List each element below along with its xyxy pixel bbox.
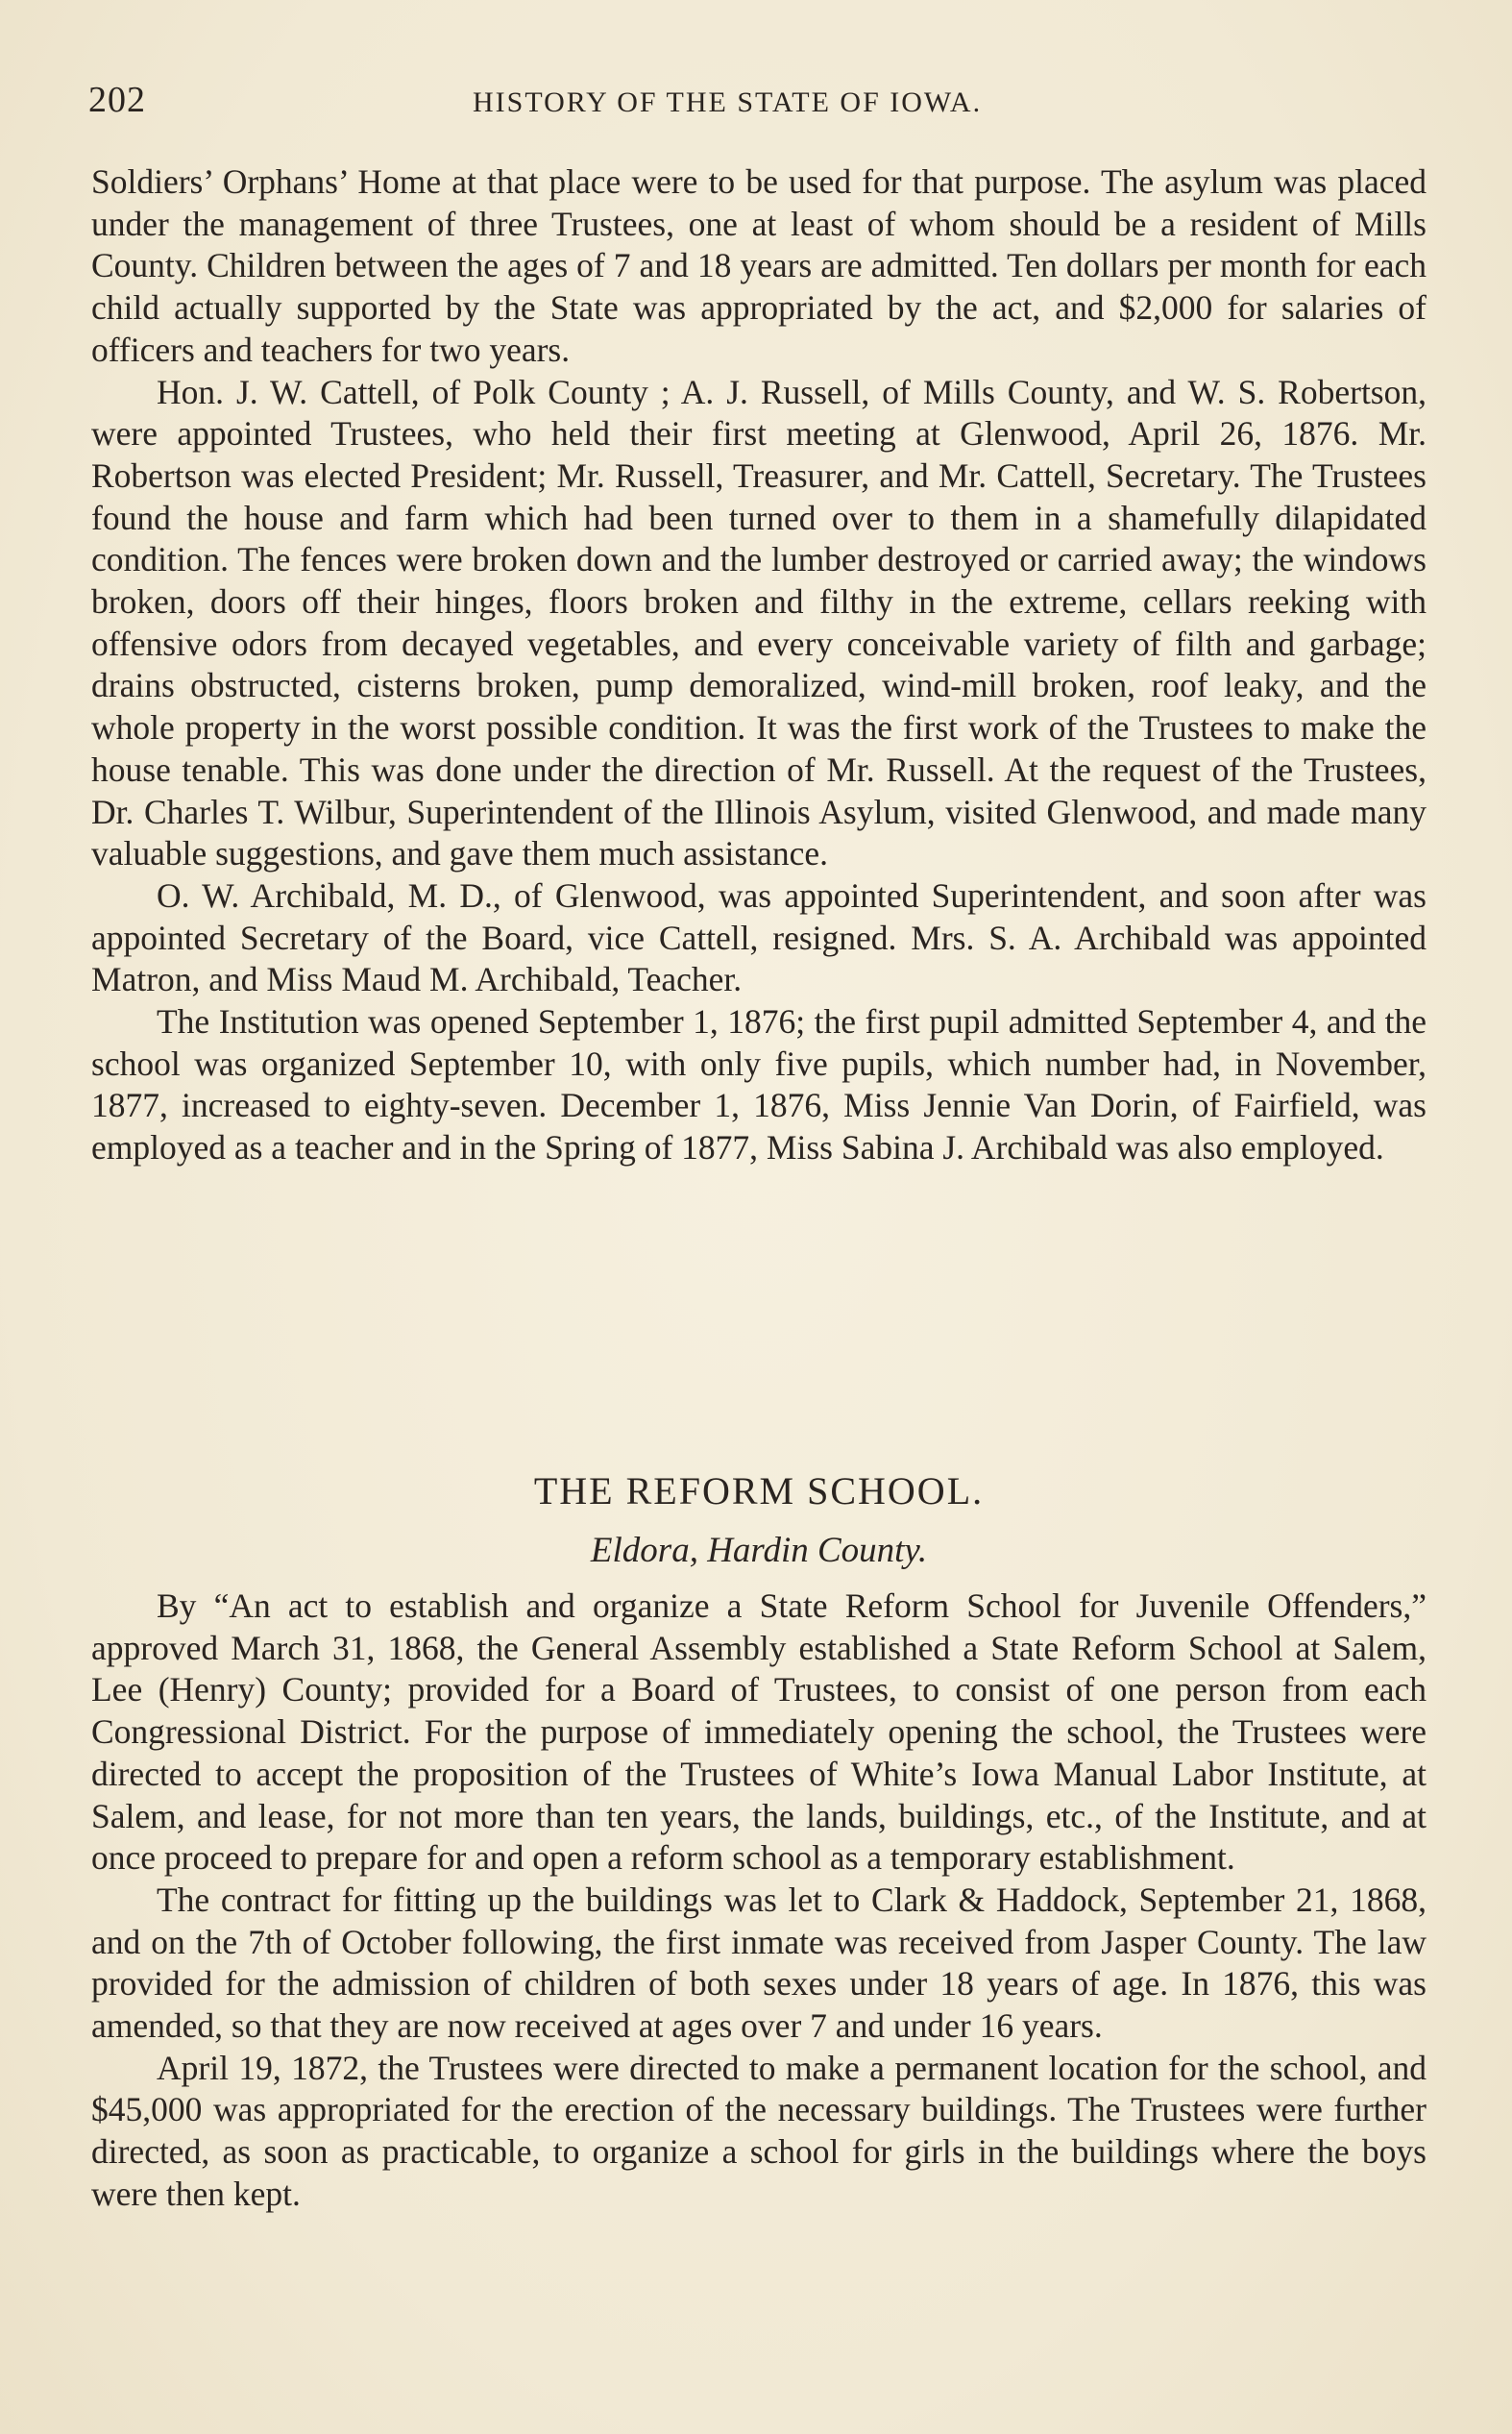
paragraph-permanent-location: April 19, 1872, the Trustees were directed to make a permanent location for the school, and $45,000 was appropriated for the erection of the necessary buildings. The Trustees were further directed, as soon as practicable, to organize a school for girls in the buildings where the boys were then kept. — [91, 2048, 1427, 2213]
body-text-bottom — [91, 1586, 1427, 2216]
paragraph-act: By “An act to establish and organize a State Reform School for Juvenile Offenders,” approved March 31, 1868, the General Assembly established a State Reform School at Salem, Lee (Henry) County; provided for a Board of Trustees, to consist of one person from each Congressional District. For the purpose of immediately opening the school, the Trustees were directed to accept the proposition of the Trustees of White’s Iowa Manual Labor Institute, at Salem, and lease, for not more than ten years, the lands, buildings, etc., of the Institute, and at once proceed to prepare for and open a reform school as a temporary establishment. — [91, 1586, 1427, 1878]
paragraph-trustees: Hon. J. W. Cattell, of Polk County ; A. J. Russell, of Mills County, and W. S. Robertson, were appointed Trustees, who held their first meeting at Glenwood, April 26, 1876. Mr. Robertson was elected President; Mr. Russell, Treasurer, and Mr. Cattell, Secretary. The Trustees found the house and farm which had been turned over to them in a shamefully dilapidated condition. The fences were broken down and the lumber destroyed or carried away; the windows broken, doors off their hinges, floors broken and filthy in the extreme, cellars reeking with offensive odors from decayed vegetables, and every conceivable variety of filth and garbage; drains obstructed, cisterns broken, pump demoralized, wind-mill broken, roof leaky, and the whole property in the worst possible condition. It was the first work of the Trustees to make the house tenable. This was done under the direction of Mr. Russell. At the request of the Trustees, Dr. Charles T. Wilbur, Superintendent of the Illinois Asylum, visited Glenwood, and made many valuable suggestions, and gave them much assistance. — [91, 372, 1427, 873]
page-number: 202 — [88, 80, 146, 120]
paragraph-superintendent: O. W. Archibald, M. D., of Glenwood, was appointed Superintendent, and soon after was appointed Secretary of the Board, vice Cattell, resigned. Mrs. S. A. Archibald was appointed Matron, and Miss Maud M. Archibald, Teacher. — [91, 875, 1427, 999]
paragraph-continued: Soldiers’ Orphans’ Home at that place were to be used for that purpose. The asylum was placed under the management of three Trustees, one at least of whom should be a resident of Mills County. Children between the ages of 7 and 18 years are admitted. Ten dollars per month for each child actually supported by the State was appropriated by the act, and $2,000 for salaries of officers and teachers for two years. — [91, 162, 1427, 369]
section-subheading: Eldora, Hardin County. — [590, 1531, 928, 1570]
paragraph-institution-opened: The Institution was opened September 1, 1876; the first pupil admitted September 4, and the school was organized September 10, with only five pupils, which number had, in November, 1877, increased to eighty-seven. December 1, 1876, Miss Jennie Van Dorin, of Fairfield, was employed as a teacher and in the Spring of 1877, Miss Sabina J. Archibald was also employed. — [91, 1002, 1427, 1168]
paragraph-contract: The contract for fitting up the buildings was let to Clark & Haddock, September 21, 1868, and on the 7th of October following, the first inmate was received from Jasper County. The law provided for the admission of children of both sexes under 18 years of age. In 1876, this was amended, so that they are now received at ages over 7 and under 16 years. — [91, 1880, 1427, 2046]
book-title: HISTORY OF THE STATE OF IOWA. — [473, 86, 983, 118]
body-text-top — [91, 161, 1427, 1169]
running-head — [88, 79, 1424, 127]
section-heading: THE REFORM SCHOOL. — [533, 1469, 985, 1512]
